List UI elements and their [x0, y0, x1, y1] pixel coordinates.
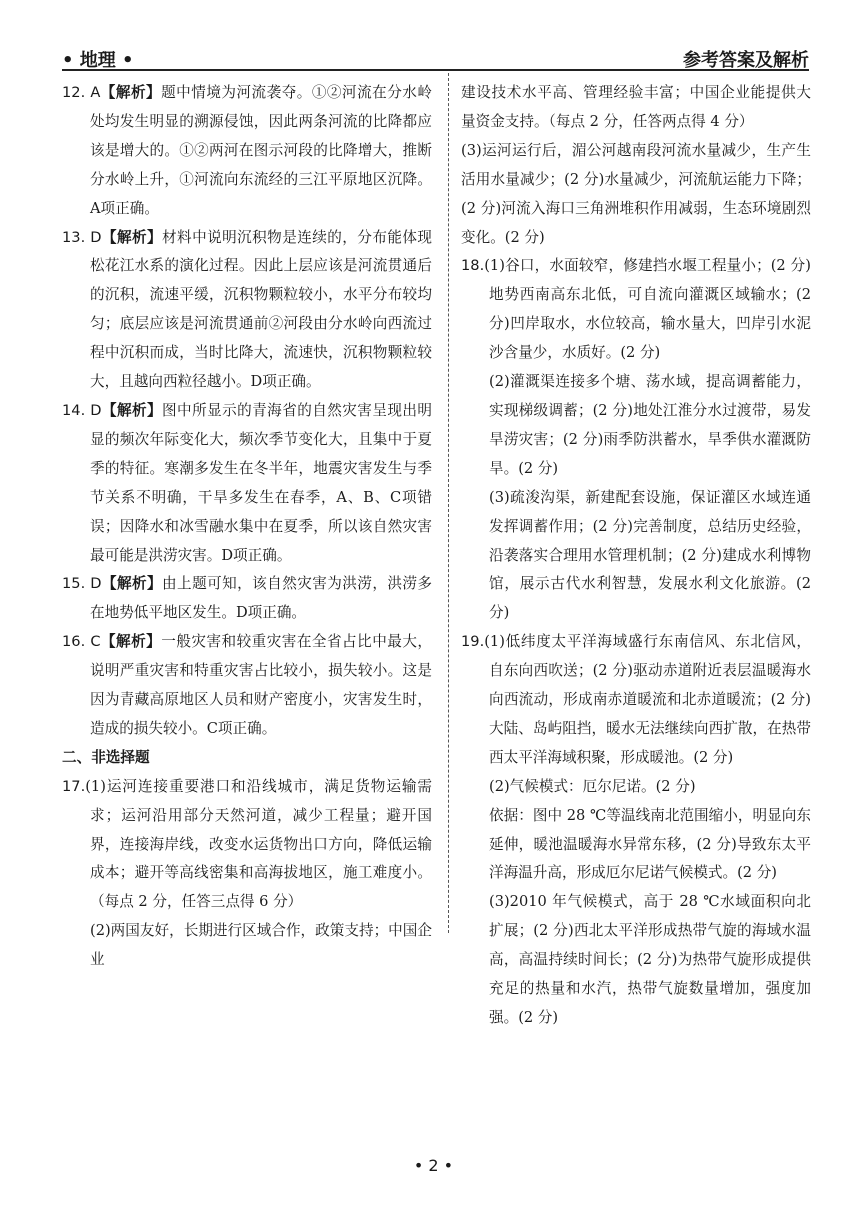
- analysis-tag: 【解析】: [101, 401, 163, 419]
- answer-14: [62, 397, 432, 570]
- answer-12: [62, 79, 432, 224]
- answer-text: (1)谷口，水面较窄，修建挡水堰工程量小；(2 分)地势西南高东北低，可自流向灌溉区域输水；(2 分)凹岸取水，水位较高，输水量大，凹岸引水泥沙含量少，水质好。(2 分): [484, 257, 811, 362]
- page-header: [62, 30, 809, 70]
- answer-19-3: (3)2010 年气候模式，高于 28 ℃水域面积向北扩展；(2 分)西北太平洋形成热带气旋的海域水温高，高温持续时间长；(2 分)为热带气旋形成提供充足的热量和水汽，热带气旋数量增加，强度加强。(2 分): [489, 893, 811, 1026]
- answer-label: 16. C: [62, 633, 101, 651]
- answer-label: 18.: [461, 257, 485, 275]
- section-heading: 二、非选择题: [62, 748, 150, 766]
- subject-label: • 地理 •: [62, 50, 134, 71]
- answer-19-2-basis: 依据：图中 28 ℃等温线南北范围缩小，明显向东延伸，暖池温暖海水异常东移，(2 分)导致东太平洋海温升高，形成厄尔尼诺气候模式。(2 分): [489, 806, 811, 882]
- answer-text: (1)运河连接重要港口和沿线城市，满足货物运输需求；运河沿用部分天然河道，减少工程量；避开国界，连接海岸线，改变水运货物出口方向，降低运输成本；避开等高线密集和高海拔地区，施工难度小。（每点 2 分，任答三点得 6 分）: [85, 777, 432, 911]
- left-column: [62, 79, 432, 975]
- answer-17-2-part1: (2)两国友好，长期进行区域合作，政策支持；中国企业: [90, 922, 432, 969]
- analysis-tag: 【解析】: [101, 228, 163, 246]
- answer-text: 题中情境为河流袭夺。①②河流在分水岭处均发生明显的溯源侵蚀，因此两条河流的比降都应该是增大的。①②两河在图示河段的比降增大，推断分水岭上升，①河流向东流经的三江平原地区沉降。A项正确。: [90, 84, 432, 217]
- analysis-tag: 【解析】: [100, 84, 162, 101]
- answer-label: 12. A: [62, 84, 101, 101]
- document-title: 参考答案及解析: [683, 50, 809, 71]
- answer-19-1: [461, 628, 811, 773]
- header-rule: [62, 69, 809, 71]
- column-divider: [448, 73, 449, 933]
- answer-13: [62, 224, 432, 397]
- answer-16: [62, 628, 432, 744]
- answer-label: 15. D: [62, 575, 102, 593]
- answer-18-1: [461, 252, 811, 368]
- analysis-tag: 【解析】: [101, 575, 163, 593]
- answer-15: [62, 570, 432, 628]
- answer-label: 19.: [461, 633, 485, 651]
- answer-label: 14. D: [62, 401, 102, 419]
- answer-text: 材料中说明沉积物是连续的，分布能体现松花江水系的演化过程。因此上层应该是河流贯通后的沉积，流速平缓，沉积物颗粒较小，水平分布较均匀；底层应该是河流贯通前②河段由分水岭向西流过程中沉积而成，当时比降大，流速快，沉积物颗粒较大，且越向西粒径越小。D项正确。: [90, 228, 432, 391]
- answer-18-3: (3)疏浚沟渠，新建配套设施，保证灌区水域连通发挥调蓄作用；(2 分)完善制度，总结历史经验，沿袭落实合理用水管理机制；(2 分)建成水利博物馆，展示古代水利智慧，发展水利文化旅游。(2 分): [489, 488, 811, 622]
- answer-18-2: (2)灌溉渠连接多个塘、荡水域，提高调蓄能力，实现梯级调蓄；(2 分)地处江淮分水过渡带，易发旱涝灾害；(2 分)雨季防洪蓄水，旱季供水灌溉防旱。(2 分): [489, 373, 811, 477]
- answer-19-2: (2)气候模式：厄尔尼诺。(2 分): [489, 777, 696, 795]
- right-column: [461, 79, 811, 1033]
- answer-text: 由上题可知，该自然灾害为洪涝，洪涝多在地势低平地区发生。D项正确。: [90, 575, 432, 622]
- answer-17-3: (3)运河运行后，湄公河越南段河流水量减少，生产生活用水量减少；(2 分)水量减少，河流航运能力下降；(2 分)河流入海口三角洲堆积作用减弱，生态环境剧烈变化。(2 分): [461, 141, 811, 246]
- answer-text: 一般灾害和较重灾害在全省占比中最大，说明严重灾害和特重灾害占比较小，损失较小。这是因为青藏高原地区人员和财产密度小，灾害发生时，造成的损失较小。C项正确。: [90, 633, 432, 737]
- answer-17-1: [62, 773, 432, 918]
- answer-label: 13. D: [62, 228, 102, 246]
- analysis-tag: 【解析】: [100, 633, 162, 651]
- answer-label: 17.: [62, 777, 86, 795]
- answer-text: (1)低纬度太平洋海域盛行东南信风、东北信风，自东向西吹送；(2 分)驱动赤道附近表层温暖海水向西流动，形成南赤道暖流和北赤道暖流；(2 分)大陆、岛屿阻挡，暖水无法继续向西扩散，在热带西太平洋海域积聚，形成暖池。(2 分): [484, 633, 811, 766]
- answer-17-2-part2: 建设技术水平高、管理经验丰富；中国企业能提供大量资金支持。（每点 2 分，任答两点得 4 分）: [461, 84, 811, 130]
- page-number: • 2 •: [413, 1156, 454, 1175]
- answer-text: 图中所显示的青海省的自然灾害呈现出明显的频次年际变化大，频次季节变化大，且集中于夏季的特征。寒潮多发生在冬半年，地震灾害发生与季节关系不明确，干旱多发生在春季，A、B、C项错误；因降水和冰雪融水集中在夏季，所以该自然灾害最可能是洪涝灾害。D项正确。: [90, 401, 432, 564]
